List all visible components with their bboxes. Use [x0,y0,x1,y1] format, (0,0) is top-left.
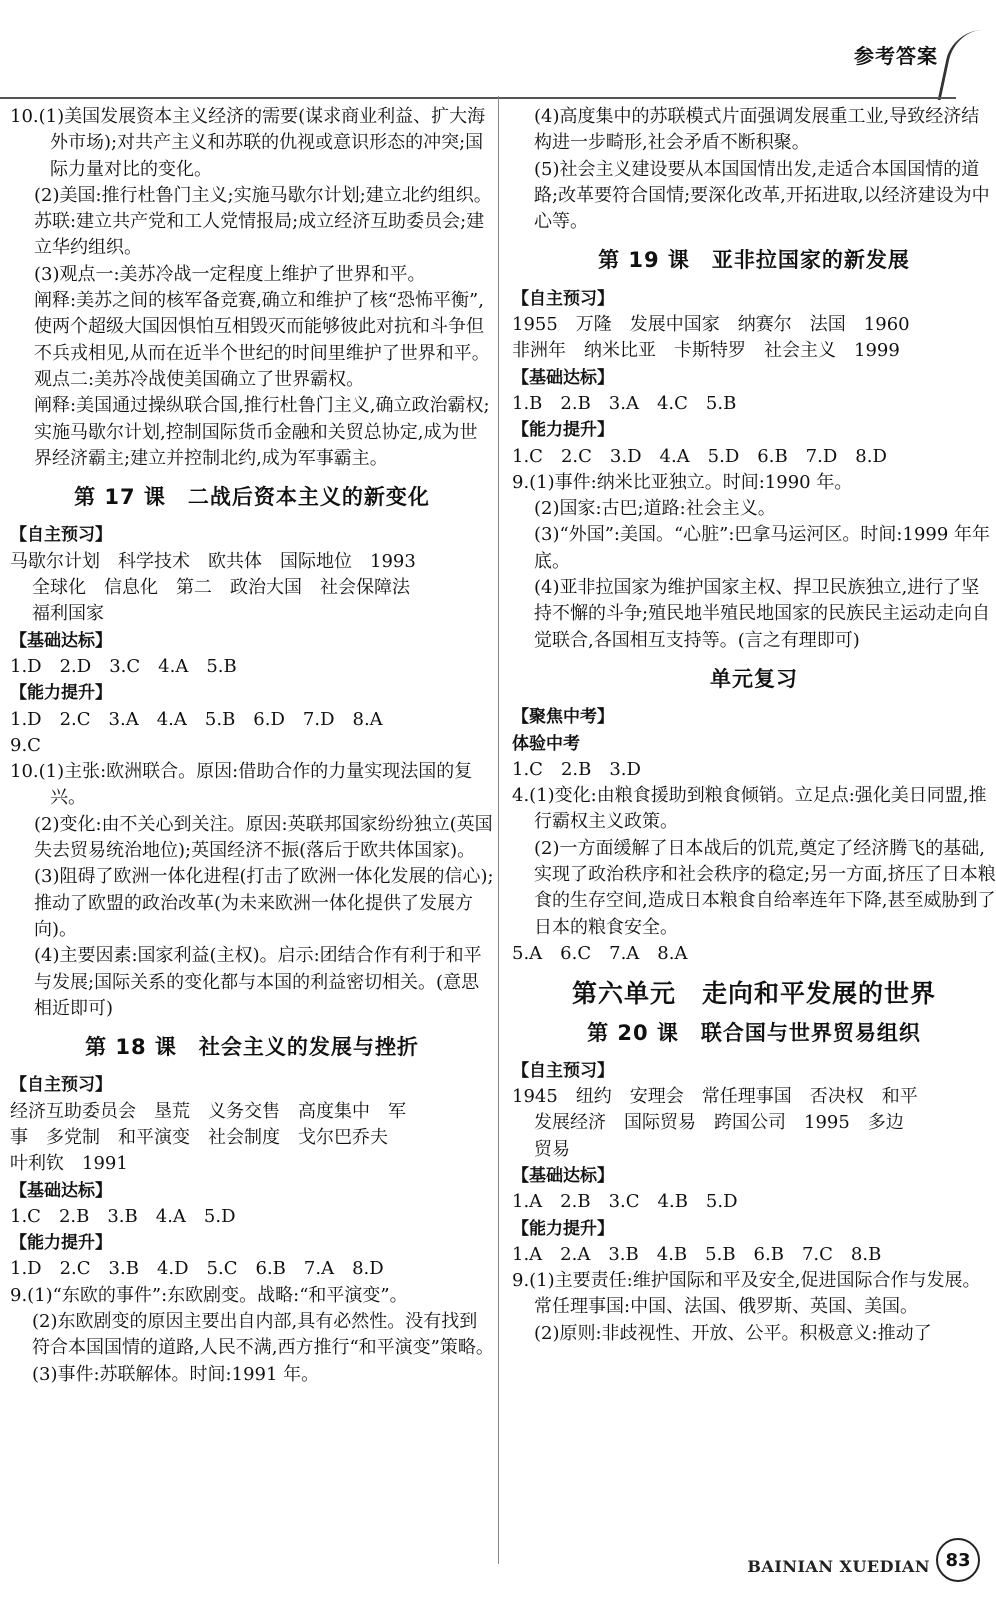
answer-line: 1.C 2.B 3.B 4.A 5.D [10,1205,236,1227]
answer-line: 9.C [10,734,41,756]
section-tag-preview: 【自主预习】 [10,525,112,546]
answer-paragraph: (2)国家:古巴;道路:社会主义。 [534,498,776,520]
section-tag-preview: 【自主预习】 [512,288,614,309]
answer-paragraph: 9.(1)“东欧的事件”:东欧剧变。战略:“和平演变”。 [10,1284,408,1306]
lesson-19-title: 第 19 课 亚非拉国家的新发展 [598,248,910,273]
section-tag-basic: 【基础达标】 [10,1180,112,1201]
preview-line: 贸易 [534,1138,570,1160]
lesson-17-title: 第 17 课 二战后资本主义的新变化 [74,485,430,510]
answer-line: 1.D 2.D 3.C 4.A 5.B [10,655,237,677]
answer-paragraph: (4)主要因素:国家利益(主权)。启示:团结合作有利于和平与发展;国际关系的变化都与本国的利益密切相关。(意思相近即可) [34,945,482,1019]
preview-line: 1955 万隆 发展中国家 纳赛尔 法国 1960 [512,314,910,336]
page-number: 83 [936,1538,980,1582]
answer-line: 1.D 2.C 3.B 4.D 5.C 6.B 7.A 8.D [10,1258,384,1280]
section-tag-basic: 【基础达标】 [512,367,614,388]
answer-paragraph: (3)事件:苏联解体。时间:1991 年。 [32,1363,320,1385]
lesson-18-title: 第 18 课 社会主义的发展与挫折 [85,1035,419,1060]
unit-review-title: 单元复习 [710,666,798,691]
answer-paragraph: 阐释:美国通过操纵联合国,推行杜鲁门主义,确立政治霸权;实施马歇尔计划,控制国际货币金融和关贸总协定,成为世界经济霸主;建立并控制北约,成为军事霸主。 [34,395,490,469]
answer-line: 5.A 6.C 7.A 8.A [512,942,688,964]
section-tag-preview: 【自主预习】 [10,1075,112,1096]
answer-line: 1.D 2.C 3.A 4.A 5.B 6.D 7.D 8.A [10,708,383,730]
answer-paragraph: 10.(1)主张:欧洲联合。原因:借助合作的力量实现法国的复兴。 [10,761,473,809]
answer-paragraph: 观点二:美苏冷战使美国确立了世界霸权。 [34,368,365,390]
section-tag-basic: 【基础达标】 [512,1165,614,1186]
section-tag-ability: 【能力提升】 [10,1233,112,1254]
answer-paragraph: 9.(1)事件:纳米比亚独立。时间:1990 年。 [512,471,853,493]
answer-line: 1.C 2.B 3.D [512,758,641,780]
section-tag-basic: 【基础达标】 [10,630,112,651]
preview-line: 非洲年 纳米比亚 卡斯特罗 社会主义 1999 [512,340,900,362]
preview-line: 事 多党制 和平演变 社会制度 戈尔巴乔夫 [10,1126,388,1148]
answer-paragraph: (4)高度集中的苏联模式片面强调发展重工业,导致经济结构进一步畸形,社会矛盾不断积聚。 [534,106,980,154]
answer-paragraph: (3)“外国”:美国。“心脏”:巴拿马运河区。时间:1999 年年底。 [534,524,991,572]
answer-paragraph: (5)社会主义建设要从本国国情出发,走适合本国国情的道路;改革要符合国情;要深化改革,开拓进取,以经济建设为中心等。 [534,158,990,233]
answer-line: 1.A 2.A 3.B 4.B 5.B 6.B 7.C 8.B [512,1243,882,1265]
section-tag-focus: 【聚焦中考】 [512,707,614,728]
answer-line: 1.B 2.B 3.A 4.C 5.B [512,392,737,414]
preview-line: 福利国家 [32,603,104,625]
answer-paragraph: (2)一方面缓解了日本战后的饥荒,奠定了经济腾飞的基础,实现了政治秩序和社会秩序的稳定;另一方面,挤压了日本粮食的生存空间,造成日本粮食自给率连年下降,甚至威胁到了日本的粮食安全。 [534,837,996,938]
answer-paragraph: 10.(1)美国发展资本主义经济的需要(谋求商业利益、扩大海外市场);对共产主义和苏联的仇视或意识形态的冲突;国际力量对比的变化。 [10,106,486,180]
right-column [512,104,996,1347]
unit-6-title: 第六单元 走向和平发展的世界 [571,979,936,1009]
answer-paragraph: (2)原则:非歧视性、开放、公平。积极意义:推动了 [534,1322,932,1344]
page-footer [0,1540,996,1600]
answer-paragraph: (3)阻碍了欧洲一体化进程(打击了欧洲一体化发展的信心);推动了欧盟的政治改革(为未来欧洲一体化提供了发展方向)。 [34,866,494,940]
answer-paragraph: 4.(1)变化:由粮食援助到粮食倾销。立足点:强化美日同盟,推行霸权主义政策。 [512,785,987,833]
preview-line: 全球化 信息化 第二 政治大国 社会保障法 [32,577,410,599]
left-column [10,104,494,1388]
answer-paragraph: 阐释:美苏之间的核军备竞赛,确立和维护了核“恐怖平衡”,使两个超级大国因惧怕互相毁灭而能够彼此对抗和斗争但不兵戎相见,从而在近半个世纪的时间里维护了世界和平。 [34,290,490,364]
answer-paragraph: (3)观点一:美苏冷战一定程度上维护了世界和平。 [34,263,426,285]
answer-paragraph: 9.(1)主要责任:维护国际和平及安全,促进国际合作与发展。常任理事国:中国、法国、俄罗斯、英国、美国。 [512,1270,981,1318]
answer-paragraph: (2)东欧剧变的原因主要出自内部,具有必然性。没有找到符合本国国情的道路,人民不满,西方推行“和平演变”策略。 [32,1311,494,1359]
preview-line: 经济互助委员会 垦荒 义务交售 高度集中 军 [10,1100,406,1122]
section-tag-ability: 【能力提升】 [10,683,112,704]
section-tag-ability: 【能力提升】 [512,420,614,441]
preview-line: 叶利钦 1991 [10,1153,128,1175]
preview-line: 1945 纽约 安理会 常任理事国 否决权 和平 [512,1086,918,1108]
section-tag-preview: 【自主预习】 [512,1060,614,1081]
answer-line: 1.C 2.C 3.D 4.A 5.D 6.B 7.D 8.D [512,445,887,467]
section-tag-ability: 【能力提升】 [512,1218,614,1239]
answer-line: 1.A 2.B 3.C 4.B 5.D [512,1191,738,1213]
book-logo-icon [938,30,996,100]
answer-paragraph: (2)变化:由不关心到关注。原因:英联邦国家纷纷独立(英国失去贸易统治地位);英国经济不振(落后于欧共体国家)。 [34,813,493,862]
column-divider [498,96,499,1564]
footer-brand: BAINIAN XUEDIAN [747,1557,930,1576]
answer-paragraph: (4)亚非拉国家为维护国家主权、捍卫民族独立,进行了坚持不懈的斗争;殖民地半殖民地国家的民族民主运动走向自觉联合,各国相互支持等。(言之有理即可) [534,577,991,651]
header-title: 参考答案 [854,44,938,68]
preview-line: 发展经济 国际贸易 跨国公司 1995 多边 [534,1112,904,1134]
header-rule [0,97,956,99]
answer-paragraph: (2)美国:推行杜鲁门主义;实施马歇尔计划;建立北约组织。苏联:建立共产党和工人党情报局;成立经济互助委员会;建立华约组织。 [34,184,492,259]
preview-line: 马歇尔计划 科学技术 欧共体 国际地位 1993 [10,550,416,572]
page-header [0,0,996,110]
subsection-label: 体验中考 [512,733,580,754]
lesson-20-title: 第 20 课 联合国与世界贸易组织 [587,1020,921,1045]
